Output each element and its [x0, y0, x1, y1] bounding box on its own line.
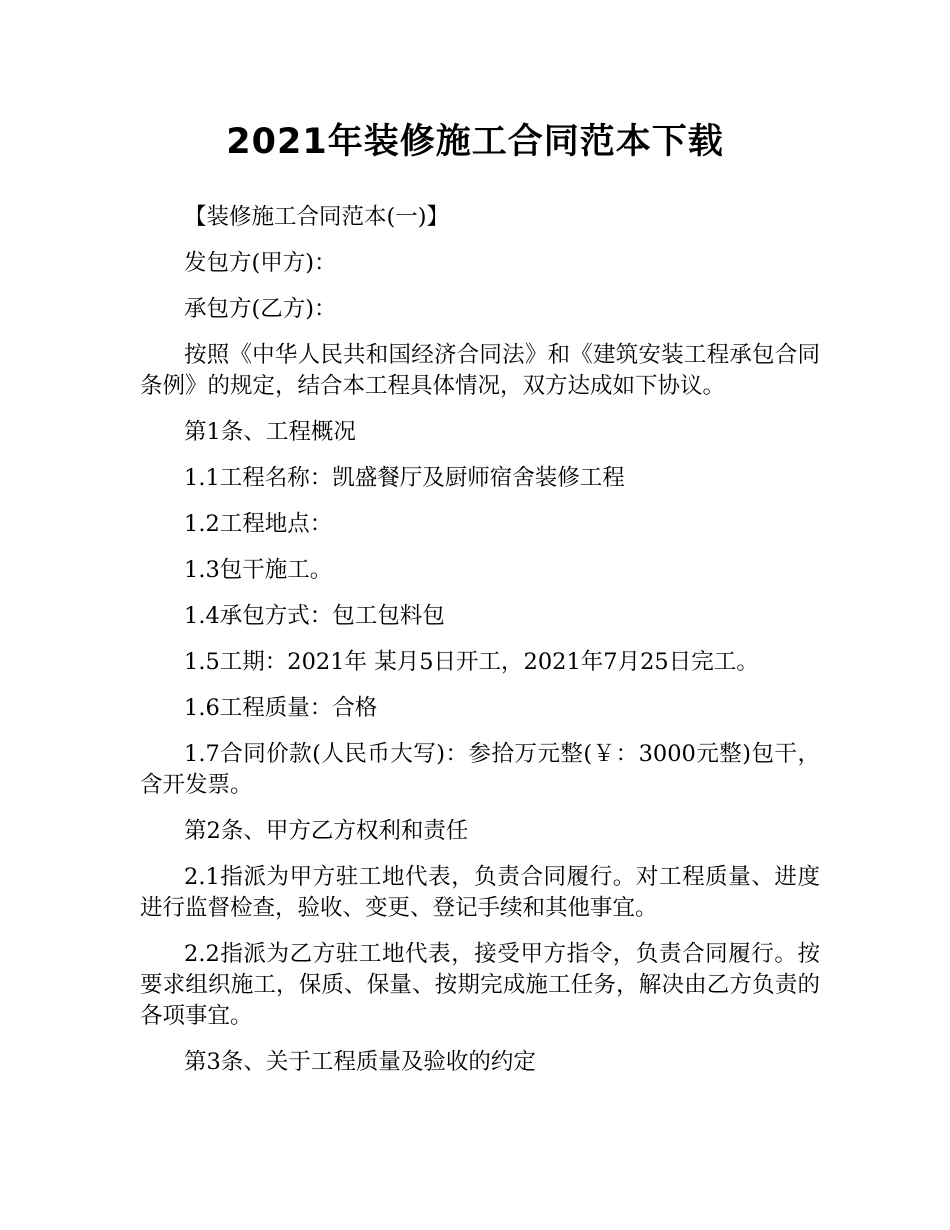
document-title: 2021年装修施工合同范本下载 [226, 122, 724, 162]
paragraph-contract-heading: 【装修施工合同范本(一)】 [184, 204, 450, 230]
paragraph-article-2: 第2条、甲方乙方权利和责任 [184, 818, 469, 844]
paragraph-2-2: 2.2指派为乙方驻工地代表，接受甲方指令，负责合同履行。按要求组织施工，保质、保量、按期完成施工任务，解决由乙方负责的各项事宜。 [140, 941, 820, 1029]
paragraph-article-1: 第1条、工程概况 [184, 419, 356, 445]
paragraph-1-3: 1.3包干施工。 [184, 557, 333, 583]
paragraph-party-b: 承包方(乙方)： [184, 296, 337, 322]
paragraph-2-1: 2.1指派为甲方驻工地代表，负责合同履行。对工程质量、进度进行监督检查，验收、变更、登记手续和其他事宜。 [140, 864, 820, 921]
document-body [140, 202, 820, 1093]
paragraph-1-4: 1.4承包方式：包工包料包 [184, 603, 445, 629]
paragraph-1-5: 1.5工期：2021年 某月5日开工，2021年7月25日完工。 [184, 649, 759, 675]
paragraph-party-a: 发包方(甲方)： [184, 250, 337, 276]
paragraph-1-6: 1.6工程质量：合格 [184, 695, 378, 721]
paragraph-1-7: 1.7合同价款(人民币大写)：参拾万元整(￥：3000元整)包干，含开发票。 [140, 741, 820, 798]
paragraph-article-3: 第3条、关于工程质量及验收的约定 [184, 1049, 536, 1075]
paragraph-1-2: 1.2工程地点： [184, 511, 333, 537]
paragraph-1-1: 1.1工程名称：凯盛餐厅及厨师宿舍装修工程 [184, 465, 625, 491]
paragraph-preamble: 按照《中华人民共和国经济合同法》和《建筑安装工程承包合同条例》的规定，结合本工程具体情况，双方达成如下协议。 [140, 342, 820, 399]
